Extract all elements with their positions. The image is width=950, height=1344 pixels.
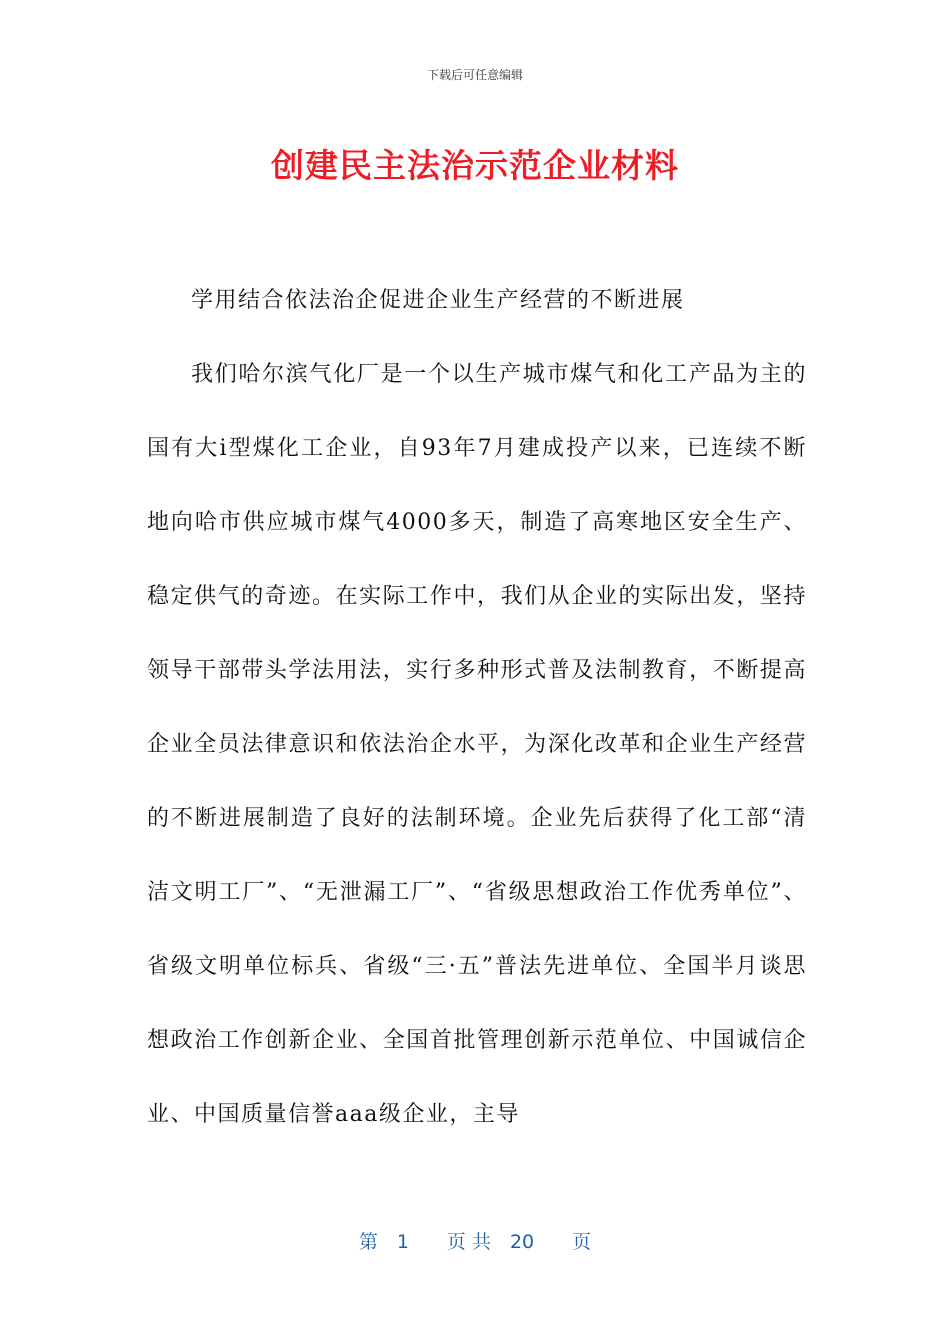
- paragraph-main: 我们哈尔滨气化厂是一个以生产城市煤气和化工产品为主的国有大ⅰ型煤化工企业，自93年7月建成投产以来，已连续不断地向哈市供应城市煤气4000多天，制造了高寒地区安全生产、稳定供气的奇迹。在实际工作中，我们从企业的实际出发，坚持领导干部带头学法用法，实行多种形式普及法制教育，不断提高企业全员法律意识和依法治企水平，为深化改革和企业生产经营的不断进展制造了良好的法制环境。企业先后获得了化工部“清洁文明工厂”、“无泄漏工厂”、“省级思想政治工作优秀单位”、省级文明单位标兵、省级“三·五”普法先进单位、全国半月谈思想政治工作创新企业、全国首批管理创新示范单位、中国诚信企业、中国质量信誉aaa级企业，主导: [147, 362, 807, 1127]
- header-note: 下载后可任意编辑: [426, 68, 523, 82]
- document-body: [147, 264, 807, 1152]
- paragraph-subtitle: 学用结合依法治企促进企业生产经营的不断进展: [191, 288, 685, 313]
- page-number-footer: 第 1 页 共 20 页: [358, 1231, 592, 1253]
- document-title: 创建民主法治示范企业材料: [271, 146, 679, 185]
